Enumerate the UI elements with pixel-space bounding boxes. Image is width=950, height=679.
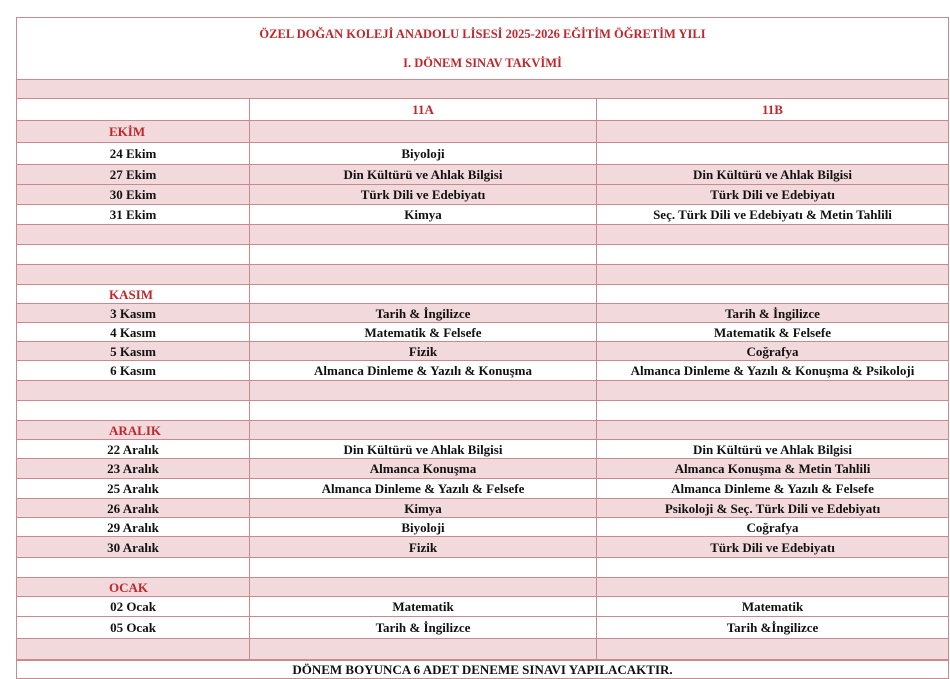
month-row-aralik (17, 421, 949, 440)
exam-11a: Biyoloji (250, 518, 597, 537)
spacer-row (17, 401, 949, 421)
exam-11b: Din Kültürü ve Ahlak Bilgisi (597, 440, 949, 459)
table-row (17, 597, 949, 617)
month-row-ocak (17, 578, 949, 597)
month-label: EKİM (17, 121, 250, 143)
exam-11b: Matematik (597, 597, 949, 617)
exam-11a: Din Kültürü ve Ahlak Bilgisi (250, 165, 597, 185)
spacer-row (17, 225, 949, 245)
exam-date: 22 Aralık (17, 440, 250, 459)
exam-date: 26 Aralık (17, 499, 250, 518)
exam-date: 05 Ocak (17, 617, 250, 639)
table-row (17, 479, 949, 499)
column-header-11b: 11B (597, 99, 949, 121)
spacer-row (17, 245, 949, 265)
table-row (17, 361, 949, 381)
exam-schedule-sheet (16, 17, 948, 679)
exam-date: 29 Aralık (17, 518, 250, 537)
table-row (17, 185, 949, 205)
month-label: KASIM (17, 285, 250, 304)
exam-date: 02 Ocak (17, 597, 250, 617)
exam-11a: Biyoloji (250, 143, 597, 165)
column-header-11a: 11A (250, 99, 597, 121)
table-row (17, 205, 949, 225)
month-label: ARALIK (17, 421, 250, 440)
spacer-row (17, 381, 949, 401)
table-row (17, 143, 949, 165)
exam-11a: Almanca Dinleme & Yazılı & Felsefe (250, 479, 597, 499)
table-row (17, 323, 949, 342)
exam-11b: Seç. Türk Dili ve Edebiyatı & Metin Tahlili (597, 205, 949, 225)
exam-11a: Tarih & İngilizce (250, 304, 597, 323)
exam-11b: Tarih & İngilizce (597, 304, 949, 323)
title-row (17, 18, 949, 80)
exam-11b: Türk Dili ve Edebiyatı (597, 185, 949, 205)
exam-11a: Türk Dili ve Edebiyatı (250, 185, 597, 205)
spacer-row (17, 639, 949, 660)
exam-date: 4 Kasım (17, 323, 250, 342)
table-row (17, 342, 949, 361)
exam-11a: Almanca Dinleme & Yazılı & Konuşma (250, 361, 597, 381)
column-header-row (17, 99, 949, 121)
exam-11a: Kimya (250, 205, 597, 225)
exam-date: 25 Aralık (17, 479, 250, 499)
footer-row (17, 660, 949, 679)
exam-date: 3 Kasım (17, 304, 250, 323)
exam-11a: Fizik (250, 537, 597, 558)
table-row (17, 304, 949, 323)
table-row (17, 165, 949, 185)
exam-schedule-table (16, 17, 949, 679)
exam-11b: Psikoloji & Seç. Türk Dili ve Edebiyatı (597, 499, 949, 518)
exam-11a: Matematik (250, 597, 597, 617)
schedule-subtitle: I. DÖNEM SINAV TAKVİMİ (403, 55, 562, 70)
exam-11b (597, 143, 949, 165)
exam-11b: Türk Dili ve Edebiyatı (597, 537, 949, 558)
exam-11a: Almanca Konuşma (250, 459, 597, 479)
exam-11a: Fizik (250, 342, 597, 361)
exam-date: 23 Aralık (17, 459, 250, 479)
exam-11a: Tarih & İngilizce (250, 617, 597, 639)
month-row-ekim (17, 121, 949, 143)
exam-11b: Almanca Dinleme & Yazılı & Felsefe (597, 479, 949, 499)
exam-date: 6 Kasım (17, 361, 250, 381)
table-row (17, 617, 949, 639)
exam-11b: Coğrafya (597, 518, 949, 537)
month-row-kasim (17, 285, 949, 304)
exam-11a: Din Kültürü ve Ahlak Bilgisi (250, 440, 597, 459)
exam-date: 30 Ekim (17, 185, 250, 205)
table-row (17, 440, 949, 459)
column-header-date (17, 99, 250, 121)
exam-11a: Kimya (250, 499, 597, 518)
exam-date: 24 Ekim (17, 143, 250, 165)
spacer-row (17, 265, 949, 285)
spacer-row (17, 558, 949, 578)
table-row (17, 518, 949, 537)
exam-date: 5 Kasım (17, 342, 250, 361)
month-label: OCAK (17, 578, 250, 597)
exam-date: 30 Aralık (17, 537, 250, 558)
table-row (17, 499, 949, 518)
title-cell (17, 18, 949, 80)
spacer-row (17, 80, 949, 99)
footer-note: DÖNEM BOYUNCA 6 ADET DENEME SINAVI YAPILACAKTIR. (17, 660, 949, 679)
exam-11b: Din Kültürü ve Ahlak Bilgisi (597, 165, 949, 185)
table-row (17, 537, 949, 558)
table-row (17, 459, 949, 479)
exam-11b: Tarih &İngilizce (597, 617, 949, 639)
exam-date: 27 Ekim (17, 165, 250, 185)
school-title: ÖZEL DOĞAN KOLEJİ ANADOLU LİSESİ 2025-2026 EĞİTİM ÖĞRETİM YILI (259, 27, 706, 41)
exam-11b: Coğrafya (597, 342, 949, 361)
exam-date: 31 Ekim (17, 205, 250, 225)
exam-11a: Matematik & Felsefe (250, 323, 597, 342)
exam-11b: Almanca Dinleme & Yazılı & Konuşma & Psikoloji (597, 361, 949, 381)
exam-11b: Matematik & Felsefe (597, 323, 949, 342)
exam-11b: Almanca Konuşma & Metin Tahlili (597, 459, 949, 479)
